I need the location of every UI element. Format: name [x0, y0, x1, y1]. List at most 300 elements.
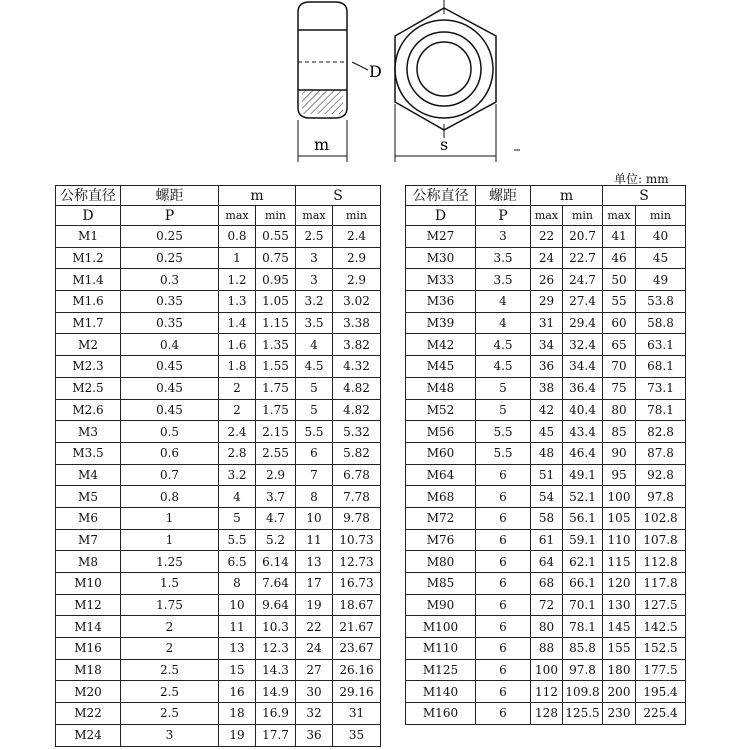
table-row	[56, 573, 381, 595]
cell-m-min: 27.4	[563, 291, 603, 313]
cell-diameter: M8	[56, 551, 121, 573]
table-row	[56, 226, 381, 248]
table-row	[406, 291, 686, 313]
table-row	[56, 616, 381, 638]
cell-diameter: M45	[406, 356, 476, 378]
cell-s-min: 2.9	[333, 269, 381, 291]
cell-m-max: 45	[531, 421, 563, 443]
cell-pitch: 1	[121, 529, 219, 551]
cell-diameter: M60	[406, 442, 476, 464]
cell-s-min: 142.5	[636, 616, 686, 638]
cell-s-min: 49	[636, 269, 686, 291]
nut-side-view	[298, 2, 368, 162]
header-m: m	[219, 186, 296, 206]
cell-m-max: 80	[531, 616, 563, 638]
cell-m-min: 49.1	[563, 464, 603, 486]
cell-m-min: 7.64	[256, 573, 296, 595]
cell-pitch: 2.5	[121, 659, 219, 681]
table-row	[406, 421, 686, 443]
table-row	[56, 442, 381, 464]
cell-m-max: 42	[531, 399, 563, 421]
cell-pitch: 1.25	[121, 551, 219, 573]
cell-diameter: M14	[56, 616, 121, 638]
cell-diameter: M4	[56, 464, 121, 486]
cell-diameter: M39	[406, 312, 476, 334]
cell-pitch: 0.4	[121, 334, 219, 356]
cell-m-max: 3.2	[219, 464, 256, 486]
cell-s-min: 107.8	[636, 529, 686, 551]
cell-s-max: 155	[603, 638, 636, 660]
cell-diameter: M68	[406, 486, 476, 508]
header-s-max: max	[603, 206, 636, 226]
cell-s-max: 41	[603, 226, 636, 248]
cell-s-max: 17	[296, 573, 333, 595]
header-s: S	[603, 186, 686, 206]
cell-pitch: 0.35	[121, 312, 219, 334]
cell-s-min: 16.73	[333, 573, 381, 595]
cell-s-max: 5.5	[296, 421, 333, 443]
cell-pitch: 0.25	[121, 226, 219, 248]
cell-m-max: 100	[531, 659, 563, 681]
cell-diameter: M33	[406, 269, 476, 291]
label-d: D	[369, 62, 382, 81]
cell-s-min: 58.8	[636, 312, 686, 334]
table-row	[406, 334, 686, 356]
table-row	[406, 659, 686, 681]
header-s: S	[296, 186, 381, 206]
cell-m-min: 1.75	[256, 399, 296, 421]
cell-diameter: M1.6	[56, 291, 121, 313]
cell-s-min: 92.8	[636, 464, 686, 486]
cell-m-min: 43.4	[563, 421, 603, 443]
cell-m-max: 2	[219, 399, 256, 421]
cell-diameter: M7	[56, 529, 121, 551]
cell-s-max: 46	[603, 247, 636, 269]
cell-m-max: 1.4	[219, 312, 256, 334]
table-row	[406, 269, 686, 291]
cell-s-max: 30	[296, 681, 333, 703]
cell-s-min: 26.16	[333, 659, 381, 681]
cell-pitch: 4	[476, 291, 531, 313]
cell-s-max: 5	[296, 377, 333, 399]
cell-m-max: 18	[219, 703, 256, 725]
cell-s-max: 200	[603, 681, 636, 703]
cell-m-max: 68	[531, 573, 563, 595]
cell-s-min: 40	[636, 226, 686, 248]
cell-m-max: 48	[531, 442, 563, 464]
cell-m-min: 78.1	[563, 616, 603, 638]
cell-m-max: 6.5	[219, 551, 256, 573]
cell-m-min: 34.4	[563, 356, 603, 378]
cell-s-min: 29.16	[333, 681, 381, 703]
spec-table-right	[405, 185, 686, 725]
table-row	[56, 399, 381, 421]
table-row	[406, 551, 686, 573]
cell-m-min: 1.35	[256, 334, 296, 356]
cell-m-min: 36.4	[563, 377, 603, 399]
cell-pitch: 6	[476, 594, 531, 616]
header-m-max: max	[531, 206, 563, 226]
table-row	[56, 421, 381, 443]
cell-pitch: 6	[476, 703, 531, 725]
header-diameter-cn: 公称直径	[406, 186, 476, 206]
cell-diameter: M1.4	[56, 269, 121, 291]
cell-pitch: 0.8	[121, 486, 219, 508]
cell-s-max: 65	[603, 334, 636, 356]
cell-s-min: 21.67	[333, 616, 381, 638]
table-row	[406, 638, 686, 660]
cell-s-max: 36	[296, 724, 333, 746]
table-row	[406, 681, 686, 703]
cell-s-max: 22	[296, 616, 333, 638]
cell-m-max: 15	[219, 659, 256, 681]
table-row	[406, 356, 686, 378]
cell-m-max: 34	[531, 334, 563, 356]
cell-m-max: 1.3	[219, 291, 256, 313]
cell-m-max: 2.8	[219, 442, 256, 464]
cell-diameter: M48	[406, 377, 476, 399]
table-row	[406, 247, 686, 269]
cell-s-max: 4.5	[296, 356, 333, 378]
cell-m-min: 46.4	[563, 442, 603, 464]
cell-m-min: 4.7	[256, 507, 296, 529]
cell-m-min: 6.14	[256, 551, 296, 573]
cell-m-min: 56.1	[563, 507, 603, 529]
cell-s-max: 145	[603, 616, 636, 638]
cell-m-min: 1.75	[256, 377, 296, 399]
cell-s-max: 95	[603, 464, 636, 486]
table-row	[56, 703, 381, 725]
cell-diameter: M2.6	[56, 399, 121, 421]
cell-diameter: M125	[406, 659, 476, 681]
cell-diameter: M24	[56, 724, 121, 746]
cell-s-max: 3	[296, 269, 333, 291]
cell-m-min: 10.3	[256, 616, 296, 638]
cell-m-min: 12.3	[256, 638, 296, 660]
cell-diameter: M160	[406, 703, 476, 725]
cell-pitch: 0.7	[121, 464, 219, 486]
cell-pitch: 3.5	[476, 269, 531, 291]
table-row	[56, 594, 381, 616]
cell-s-min: 73.1	[636, 377, 686, 399]
table-row	[406, 442, 686, 464]
table-row	[406, 529, 686, 551]
cell-m-min: 16.9	[256, 703, 296, 725]
cell-diameter: M36	[406, 291, 476, 313]
table-row	[406, 312, 686, 334]
cell-m-max: 1.6	[219, 334, 256, 356]
cell-s-max: 180	[603, 659, 636, 681]
header-pitch-cn: 螺距	[476, 186, 531, 206]
cell-m-max: 5	[219, 507, 256, 529]
cell-diameter: M6	[56, 507, 121, 529]
cell-m-min: 5.2	[256, 529, 296, 551]
header-s-min: min	[636, 206, 686, 226]
cell-m-min: 9.64	[256, 594, 296, 616]
cell-m-min: 40.4	[563, 399, 603, 421]
table-row	[56, 291, 381, 313]
cell-s-max: 80	[603, 399, 636, 421]
hex-nut-drawing	[280, 0, 520, 165]
cell-diameter: M76	[406, 529, 476, 551]
cell-pitch: 0.45	[121, 377, 219, 399]
cell-diameter: M64	[406, 464, 476, 486]
cell-s-min: 2.4	[333, 226, 381, 248]
cell-m-max: 4	[219, 486, 256, 508]
cell-s-min: 53.8	[636, 291, 686, 313]
cell-m-min: 1.55	[256, 356, 296, 378]
cell-s-min: 3.38	[333, 312, 381, 334]
header-diameter-sym: D	[406, 206, 476, 226]
cell-pitch: 5	[476, 377, 531, 399]
cell-s-min: 4.82	[333, 377, 381, 399]
cell-m-min: 20.7	[563, 226, 603, 248]
cell-pitch: 1.75	[121, 594, 219, 616]
cell-m-max: 128	[531, 703, 563, 725]
cell-pitch: 6	[476, 573, 531, 595]
cell-m-min: 70.1	[563, 594, 603, 616]
cell-diameter: M2.3	[56, 356, 121, 378]
table-row	[56, 529, 381, 551]
cell-m-min: 22.7	[563, 247, 603, 269]
cell-m-max: 16	[219, 681, 256, 703]
header-pitch-sym: P	[476, 206, 531, 226]
table-row	[56, 312, 381, 334]
cell-s-min: 18.67	[333, 594, 381, 616]
cell-m-min: 2.9	[256, 464, 296, 486]
cell-s-max: 105	[603, 507, 636, 529]
table-row	[56, 507, 381, 529]
header-diameter-sym: D	[56, 206, 121, 226]
cell-diameter: M5	[56, 486, 121, 508]
cell-pitch: 0.3	[121, 269, 219, 291]
cell-s-min: 10.73	[333, 529, 381, 551]
cell-s-max: 230	[603, 703, 636, 725]
cell-s-max: 10	[296, 507, 333, 529]
cell-s-min: 112.8	[636, 551, 686, 573]
label-s: s	[440, 135, 449, 154]
cell-pitch: 0.25	[121, 247, 219, 269]
table-row	[56, 638, 381, 660]
cell-s-min: 195.4	[636, 681, 686, 703]
cell-m-max: 31	[531, 312, 563, 334]
cell-pitch: 6	[476, 529, 531, 551]
cell-s-min: 23.67	[333, 638, 381, 660]
cell-s-max: 4	[296, 334, 333, 356]
cell-s-min: 4.82	[333, 399, 381, 421]
cell-m-max: 51	[531, 464, 563, 486]
cell-s-max: 70	[603, 356, 636, 378]
cell-m-max: 88	[531, 638, 563, 660]
cell-m-max: 5.5	[219, 529, 256, 551]
cell-m-max: 54	[531, 486, 563, 508]
table-row	[56, 724, 381, 746]
cell-s-min: 6.78	[333, 464, 381, 486]
cell-m-min: 66.1	[563, 573, 603, 595]
cell-s-min: 7.78	[333, 486, 381, 508]
cell-m-min: 0.75	[256, 247, 296, 269]
cell-s-max: 19	[296, 594, 333, 616]
cell-diameter: M12	[56, 594, 121, 616]
cell-pitch: 0.6	[121, 442, 219, 464]
table-row	[56, 377, 381, 399]
cell-pitch: 4.5	[476, 334, 531, 356]
cell-diameter: M3	[56, 421, 121, 443]
cell-pitch: 6	[476, 659, 531, 681]
cell-m-min: 62.1	[563, 551, 603, 573]
cell-m-max: 10	[219, 594, 256, 616]
header-diameter-cn: 公称直径	[56, 186, 121, 206]
cell-s-min: 78.1	[636, 399, 686, 421]
cell-m-min: 125.5	[563, 703, 603, 725]
cell-s-max: 60	[603, 312, 636, 334]
header-pitch-sym: P	[121, 206, 219, 226]
cell-m-max: 2.4	[219, 421, 256, 443]
cell-diameter: M30	[406, 247, 476, 269]
cell-pitch: 6	[476, 507, 531, 529]
cell-s-min: 97.8	[636, 486, 686, 508]
table-row	[406, 573, 686, 595]
table-row	[56, 464, 381, 486]
cell-m-max: 24	[531, 247, 563, 269]
cell-pitch: 6	[476, 616, 531, 638]
cell-s-min: 5.32	[333, 421, 381, 443]
cell-s-max: 3.5	[296, 312, 333, 334]
cell-s-min: 4.32	[333, 356, 381, 378]
cell-pitch: 5.5	[476, 421, 531, 443]
header-s-max: max	[296, 206, 333, 226]
cell-m-max: 1	[219, 247, 256, 269]
cell-s-max: 8	[296, 486, 333, 508]
table-row	[406, 486, 686, 508]
cell-m-min: 97.8	[563, 659, 603, 681]
cell-s-min: 225.4	[636, 703, 686, 725]
cell-s-max: 27	[296, 659, 333, 681]
table-row	[56, 269, 381, 291]
cell-s-max: 3.2	[296, 291, 333, 313]
cell-pitch: 0.5	[121, 421, 219, 443]
spec-table-left-header	[56, 186, 381, 226]
header-m-min: min	[256, 206, 296, 226]
cell-m-max: 64	[531, 551, 563, 573]
cell-pitch: 4	[476, 312, 531, 334]
cell-diameter: M18	[56, 659, 121, 681]
cell-diameter: M52	[406, 399, 476, 421]
table-row	[56, 247, 381, 269]
label-m: m	[314, 135, 330, 154]
cell-diameter: M85	[406, 573, 476, 595]
cell-diameter: M100	[406, 616, 476, 638]
cell-pitch: 2.5	[121, 703, 219, 725]
cell-diameter: M3.5	[56, 442, 121, 464]
cell-pitch: 5	[476, 399, 531, 421]
cell-s-max: 90	[603, 442, 636, 464]
cell-diameter: M42	[406, 334, 476, 356]
cell-m-max: 19	[219, 724, 256, 746]
cell-pitch: 2	[121, 616, 219, 638]
spec-table-left-body	[56, 226, 381, 747]
cell-m-max: 13	[219, 638, 256, 660]
cell-s-min: 102.8	[636, 507, 686, 529]
cell-m-max: 61	[531, 529, 563, 551]
cell-s-max: 110	[603, 529, 636, 551]
cell-s-min: 82.8	[636, 421, 686, 443]
cell-m-min: 14.9	[256, 681, 296, 703]
cell-m-min: 0.55	[256, 226, 296, 248]
cell-m-min: 24.7	[563, 269, 603, 291]
header-m-max: max	[219, 206, 256, 226]
table-row	[56, 659, 381, 681]
cell-diameter: M1.7	[56, 312, 121, 334]
cell-pitch: 5.5	[476, 442, 531, 464]
cell-diameter: M110	[406, 638, 476, 660]
cell-pitch: 4.5	[476, 356, 531, 378]
cell-s-max: 75	[603, 377, 636, 399]
cell-pitch: 6	[476, 638, 531, 660]
cell-m-min: 59.1	[563, 529, 603, 551]
cell-m-max: 1.2	[219, 269, 256, 291]
table-row	[406, 399, 686, 421]
table-row	[406, 703, 686, 725]
cell-s-min: 63.1	[636, 334, 686, 356]
cell-s-max: 5	[296, 399, 333, 421]
cell-diameter: M72	[406, 507, 476, 529]
cell-m-max: 11	[219, 616, 256, 638]
cell-m-min: 52.1	[563, 486, 603, 508]
table-row	[406, 616, 686, 638]
cell-s-min: 117.8	[636, 573, 686, 595]
cell-m-max: 36	[531, 356, 563, 378]
cell-s-max: 115	[603, 551, 636, 573]
cell-diameter: M140	[406, 681, 476, 703]
cell-pitch: 1.5	[121, 573, 219, 595]
cell-diameter: M1	[56, 226, 121, 248]
cell-m-max: 29	[531, 291, 563, 313]
cell-pitch: 3	[476, 226, 531, 248]
cell-diameter: M80	[406, 551, 476, 573]
cell-s-min: 9.78	[333, 507, 381, 529]
cell-m-min: 29.4	[563, 312, 603, 334]
cell-s-max: 2.5	[296, 226, 333, 248]
cell-s-max: 6	[296, 442, 333, 464]
cell-s-min: 2.9	[333, 247, 381, 269]
header-s-min: min	[333, 206, 381, 226]
cell-diameter: M20	[56, 681, 121, 703]
cell-s-min: 3.82	[333, 334, 381, 356]
cell-m-min: 17.7	[256, 724, 296, 746]
cell-m-min: 14.3	[256, 659, 296, 681]
table-row	[56, 681, 381, 703]
cell-m-min: 32.4	[563, 334, 603, 356]
spec-table-right-header	[406, 186, 686, 226]
cell-diameter: M16	[56, 638, 121, 660]
table-row	[406, 594, 686, 616]
cell-pitch: 3	[121, 724, 219, 746]
cell-pitch: 2.5	[121, 681, 219, 703]
cell-m-min: 0.95	[256, 269, 296, 291]
cell-s-min: 68.1	[636, 356, 686, 378]
cell-diameter: M56	[406, 421, 476, 443]
cell-s-min: 12.73	[333, 551, 381, 573]
cell-m-max: 26	[531, 269, 563, 291]
cell-pitch: 1	[121, 507, 219, 529]
spec-table-right-body	[406, 226, 686, 725]
table-row	[56, 334, 381, 356]
header-m: m	[531, 186, 603, 206]
cell-s-max: 7	[296, 464, 333, 486]
cell-m-min: 2.55	[256, 442, 296, 464]
cell-m-min: 3.7	[256, 486, 296, 508]
